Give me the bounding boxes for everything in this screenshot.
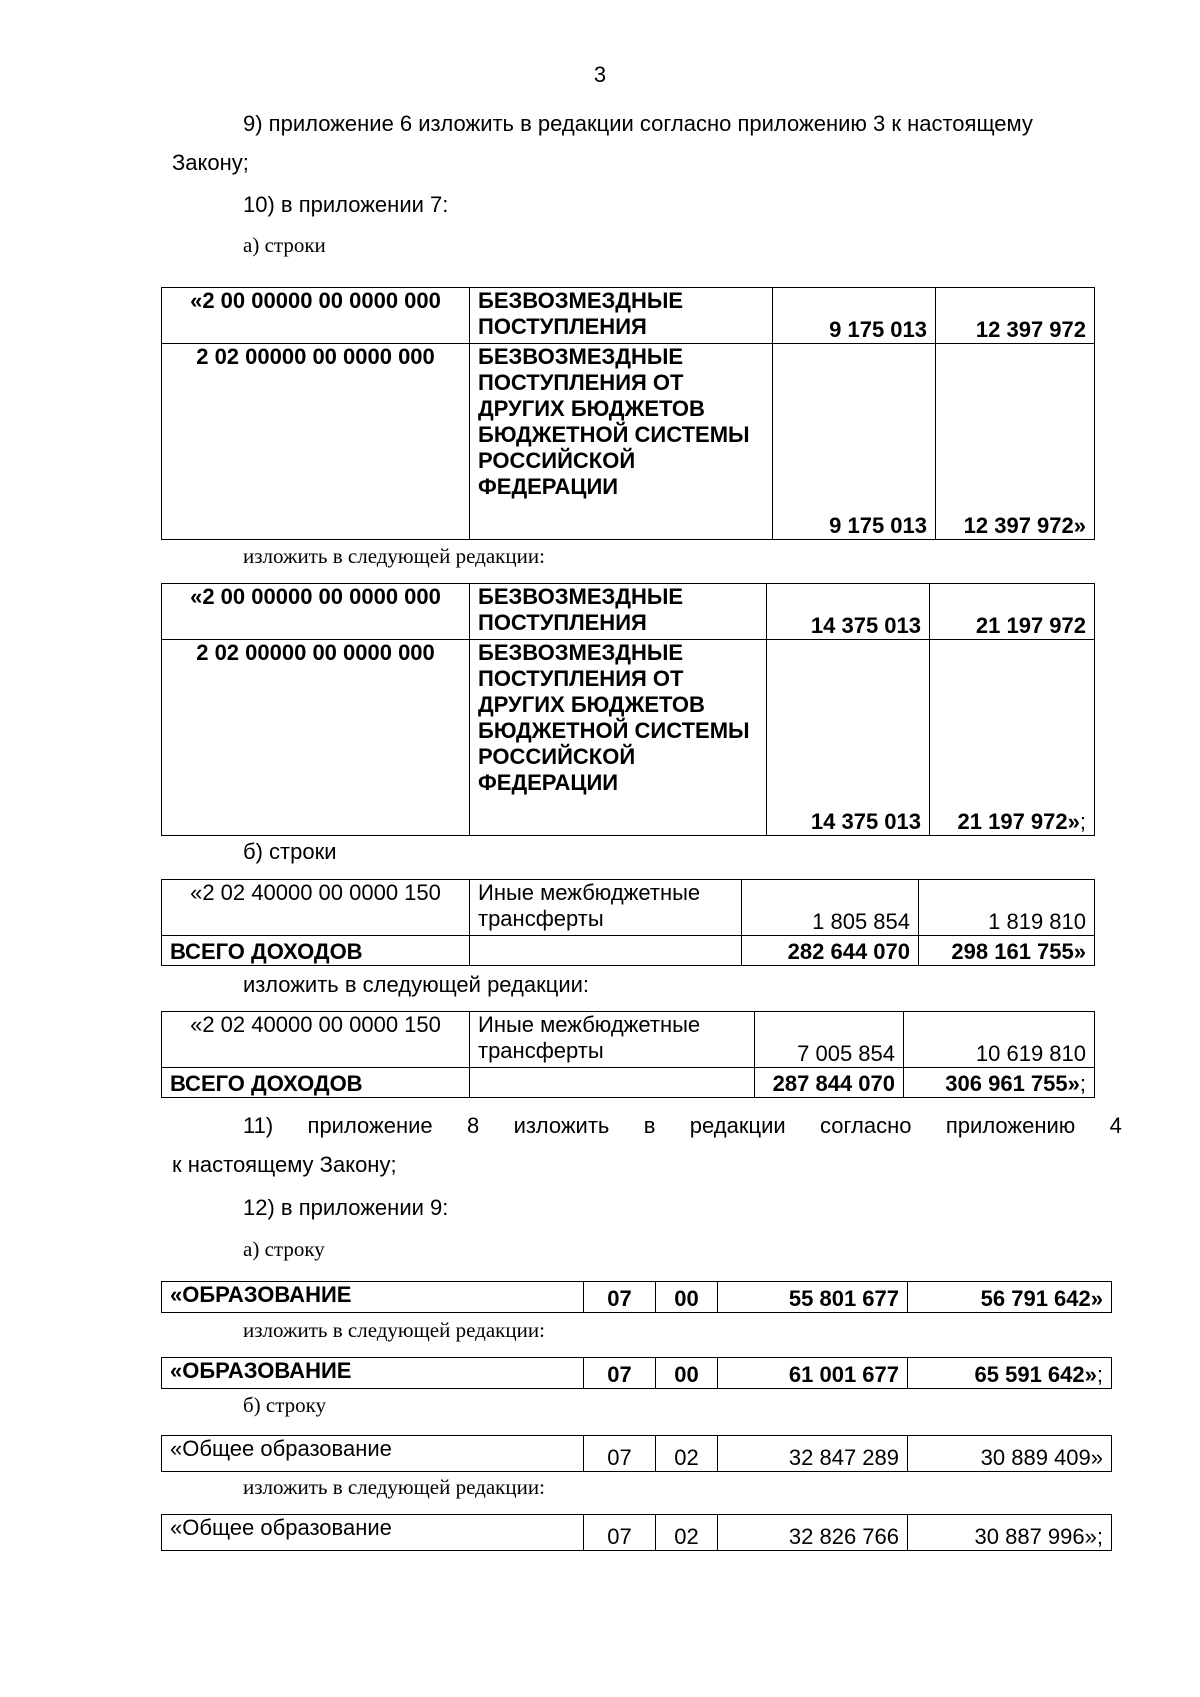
table-row: [162, 344, 1095, 540]
table-row: [162, 880, 1095, 936]
section-cell: 07: [584, 1358, 656, 1389]
row-suffix: ;: [1079, 1071, 1086, 1096]
value-cell: 14 375 013: [767, 640, 930, 836]
name-cell: [470, 1068, 755, 1098]
value-cell: 32 847 289: [718, 1436, 908, 1472]
name-cell: БЕЗВОЗМЕЗДНЫЕ ПОСТУПЛЕНИЯ: [470, 584, 767, 640]
value-cell: 12 397 972: [936, 288, 1095, 344]
value-text: 306 961 755»: [945, 1071, 1080, 1096]
value-cell: [930, 640, 1095, 836]
table-row: [162, 1068, 1095, 1098]
redaction-label: изложить в следующей редакции:: [243, 1475, 545, 1499]
name-cell: «ОБРАЗОВАНИЕ: [162, 1282, 584, 1313]
code-cell: 2 02 00000 00 0000 000: [162, 344, 470, 540]
table-row: [162, 1012, 1095, 1068]
name-cell: «ОБРАЗОВАНИЕ: [162, 1358, 584, 1389]
item-12-sub-b: б) строку: [243, 1393, 327, 1417]
item-11-word: изложить: [513, 1113, 610, 1138]
value-cell: 10 619 810: [904, 1012, 1095, 1068]
table-appendix9-education-old: [161, 1281, 1112, 1313]
table-row: [162, 584, 1095, 640]
table-appendix9-general-education-new: [161, 1514, 1112, 1551]
name-cell: БЕЗВОЗМЕЗДНЫЕ ПОСТУПЛЕНИЯ ОТ ДРУГИХ БЮДЖЕТОВ БЮДЖЕТНОЙ СИСТЕМЫ РОССИЙСКОЙ ФЕДЕРАЦИИ: [470, 344, 773, 540]
value-cell: 1 819 810: [919, 880, 1095, 936]
value-cell: 21 197 972: [930, 584, 1095, 640]
item-11-word: 11): [243, 1113, 274, 1138]
section-cell: 07: [584, 1436, 656, 1472]
item-9-line2: Закону;: [172, 150, 249, 175]
name-cell: Иные межбюджетные трансферты: [470, 880, 742, 936]
name-cell: БЕЗВОЗМЕЗДНЫЕ ПОСТУПЛЕНИЯ ОТ ДРУГИХ БЮДЖЕТОВ БЮДЖЕТНОЙ СИСТЕМЫ РОССИЙСКОЙ ФЕДЕРАЦИИ: [470, 640, 767, 836]
table-row: [162, 1358, 1112, 1389]
value-cell: 1 805 854: [742, 880, 919, 936]
value-cell: [908, 1358, 1112, 1389]
subsection-cell: 00: [656, 1282, 718, 1313]
table-appendix7-new-rows: [161, 583, 1095, 836]
value-cell: 56 791 642»: [908, 1282, 1112, 1313]
table-row: [162, 288, 1095, 344]
value-cell: 14 375 013: [767, 584, 930, 640]
item-11-word: 4: [1109, 1113, 1122, 1138]
page-number: 3: [593, 62, 607, 87]
item-10-sub-a: а) строки: [243, 233, 326, 257]
item-11-word: редакции: [689, 1113, 786, 1138]
value-cell: 9 175 013: [773, 288, 936, 344]
table-row: [162, 936, 1095, 966]
code-cell: «2 00 00000 00 0000 000: [162, 584, 470, 640]
total-label: ВСЕГО ДОХОДОВ: [162, 1068, 470, 1098]
item-11-word: приложение: [307, 1113, 433, 1138]
table-appendix9-education-new: [161, 1357, 1112, 1389]
table-appendix7-old-rows: [161, 287, 1095, 540]
value-text: 30 887 996»: [974, 1524, 1097, 1549]
row-suffix: ;: [1096, 1524, 1103, 1549]
section-cell: 07: [584, 1282, 656, 1313]
name-cell: «Общее образование: [162, 1436, 584, 1472]
value-cell: 61 001 677: [718, 1358, 908, 1389]
item-11-word: в: [643, 1113, 656, 1138]
table-row: [162, 640, 1095, 836]
value-text: 21 197 972»: [957, 809, 1080, 834]
code-cell: «2 02 40000 00 0000 150: [162, 880, 470, 936]
item-12-title: 12) в приложении 9:: [243, 1195, 449, 1220]
item-11-line1: [243, 1113, 1122, 1139]
subsection-cell: 00: [656, 1358, 718, 1389]
item-11-word: приложению: [945, 1113, 1076, 1138]
value-cell: 7 005 854: [755, 1012, 904, 1068]
name-cell: Иные межбюджетные трансферты: [470, 1012, 755, 1068]
value-cell: 287 844 070: [755, 1068, 904, 1098]
name-cell: БЕЗВОЗМЕЗДНЫЕ ПОСТУПЛЕНИЯ: [470, 288, 773, 344]
value-cell: 298 161 755»: [919, 936, 1095, 966]
item-11-word: 8: [467, 1113, 480, 1138]
item-9-line1: 9) приложение 6 изложить в редакции согласно приложению 3 к настоящему: [243, 111, 1033, 136]
table-row: [162, 1436, 1112, 1472]
name-cell: [470, 936, 742, 966]
value-cell: 55 801 677: [718, 1282, 908, 1313]
row-suffix: ;: [1079, 809, 1086, 834]
name-cell: «Общее образование: [162, 1515, 584, 1551]
value-text: 65 591 642»: [974, 1362, 1097, 1387]
value-cell: 282 644 070: [742, 936, 919, 966]
value-cell: 30 889 409»: [908, 1436, 1112, 1472]
item-11-word: согласно: [820, 1113, 912, 1138]
subsection-cell: 02: [656, 1436, 718, 1472]
section-cell: 07: [584, 1515, 656, 1551]
table-row: [162, 1515, 1112, 1551]
value-cell: 12 397 972»: [936, 344, 1095, 540]
table-row: [162, 1282, 1112, 1313]
value-cell: 32 826 766: [718, 1515, 908, 1551]
item-12-sub-a: а) строку: [243, 1237, 325, 1261]
code-cell: «2 02 40000 00 0000 150: [162, 1012, 470, 1068]
item-10-title: 10) в приложении 7:: [243, 192, 449, 217]
redaction-label: изложить в следующей редакции:: [243, 544, 545, 568]
table-appendix7-transfers-old: [161, 879, 1095, 966]
table-appendix7-transfers-new: [161, 1011, 1095, 1098]
code-cell: 2 02 00000 00 0000 000: [162, 640, 470, 836]
row-suffix: ;: [1096, 1362, 1103, 1387]
item-11-line2: к настоящему Закону;: [172, 1152, 397, 1177]
subsection-cell: 02: [656, 1515, 718, 1551]
total-label: ВСЕГО ДОХОДОВ: [162, 936, 470, 966]
value-cell: [908, 1515, 1112, 1551]
code-cell: «2 00 00000 00 0000 000: [162, 288, 470, 344]
item-10-sub-b: б) строки: [243, 839, 337, 864]
table-appendix9-general-education-old: [161, 1435, 1112, 1472]
redaction-label: изложить в следующей редакции:: [243, 972, 590, 997]
value-cell: [904, 1068, 1095, 1098]
redaction-label: изложить в следующей редакции:: [243, 1318, 545, 1342]
value-cell: 9 175 013: [773, 344, 936, 540]
